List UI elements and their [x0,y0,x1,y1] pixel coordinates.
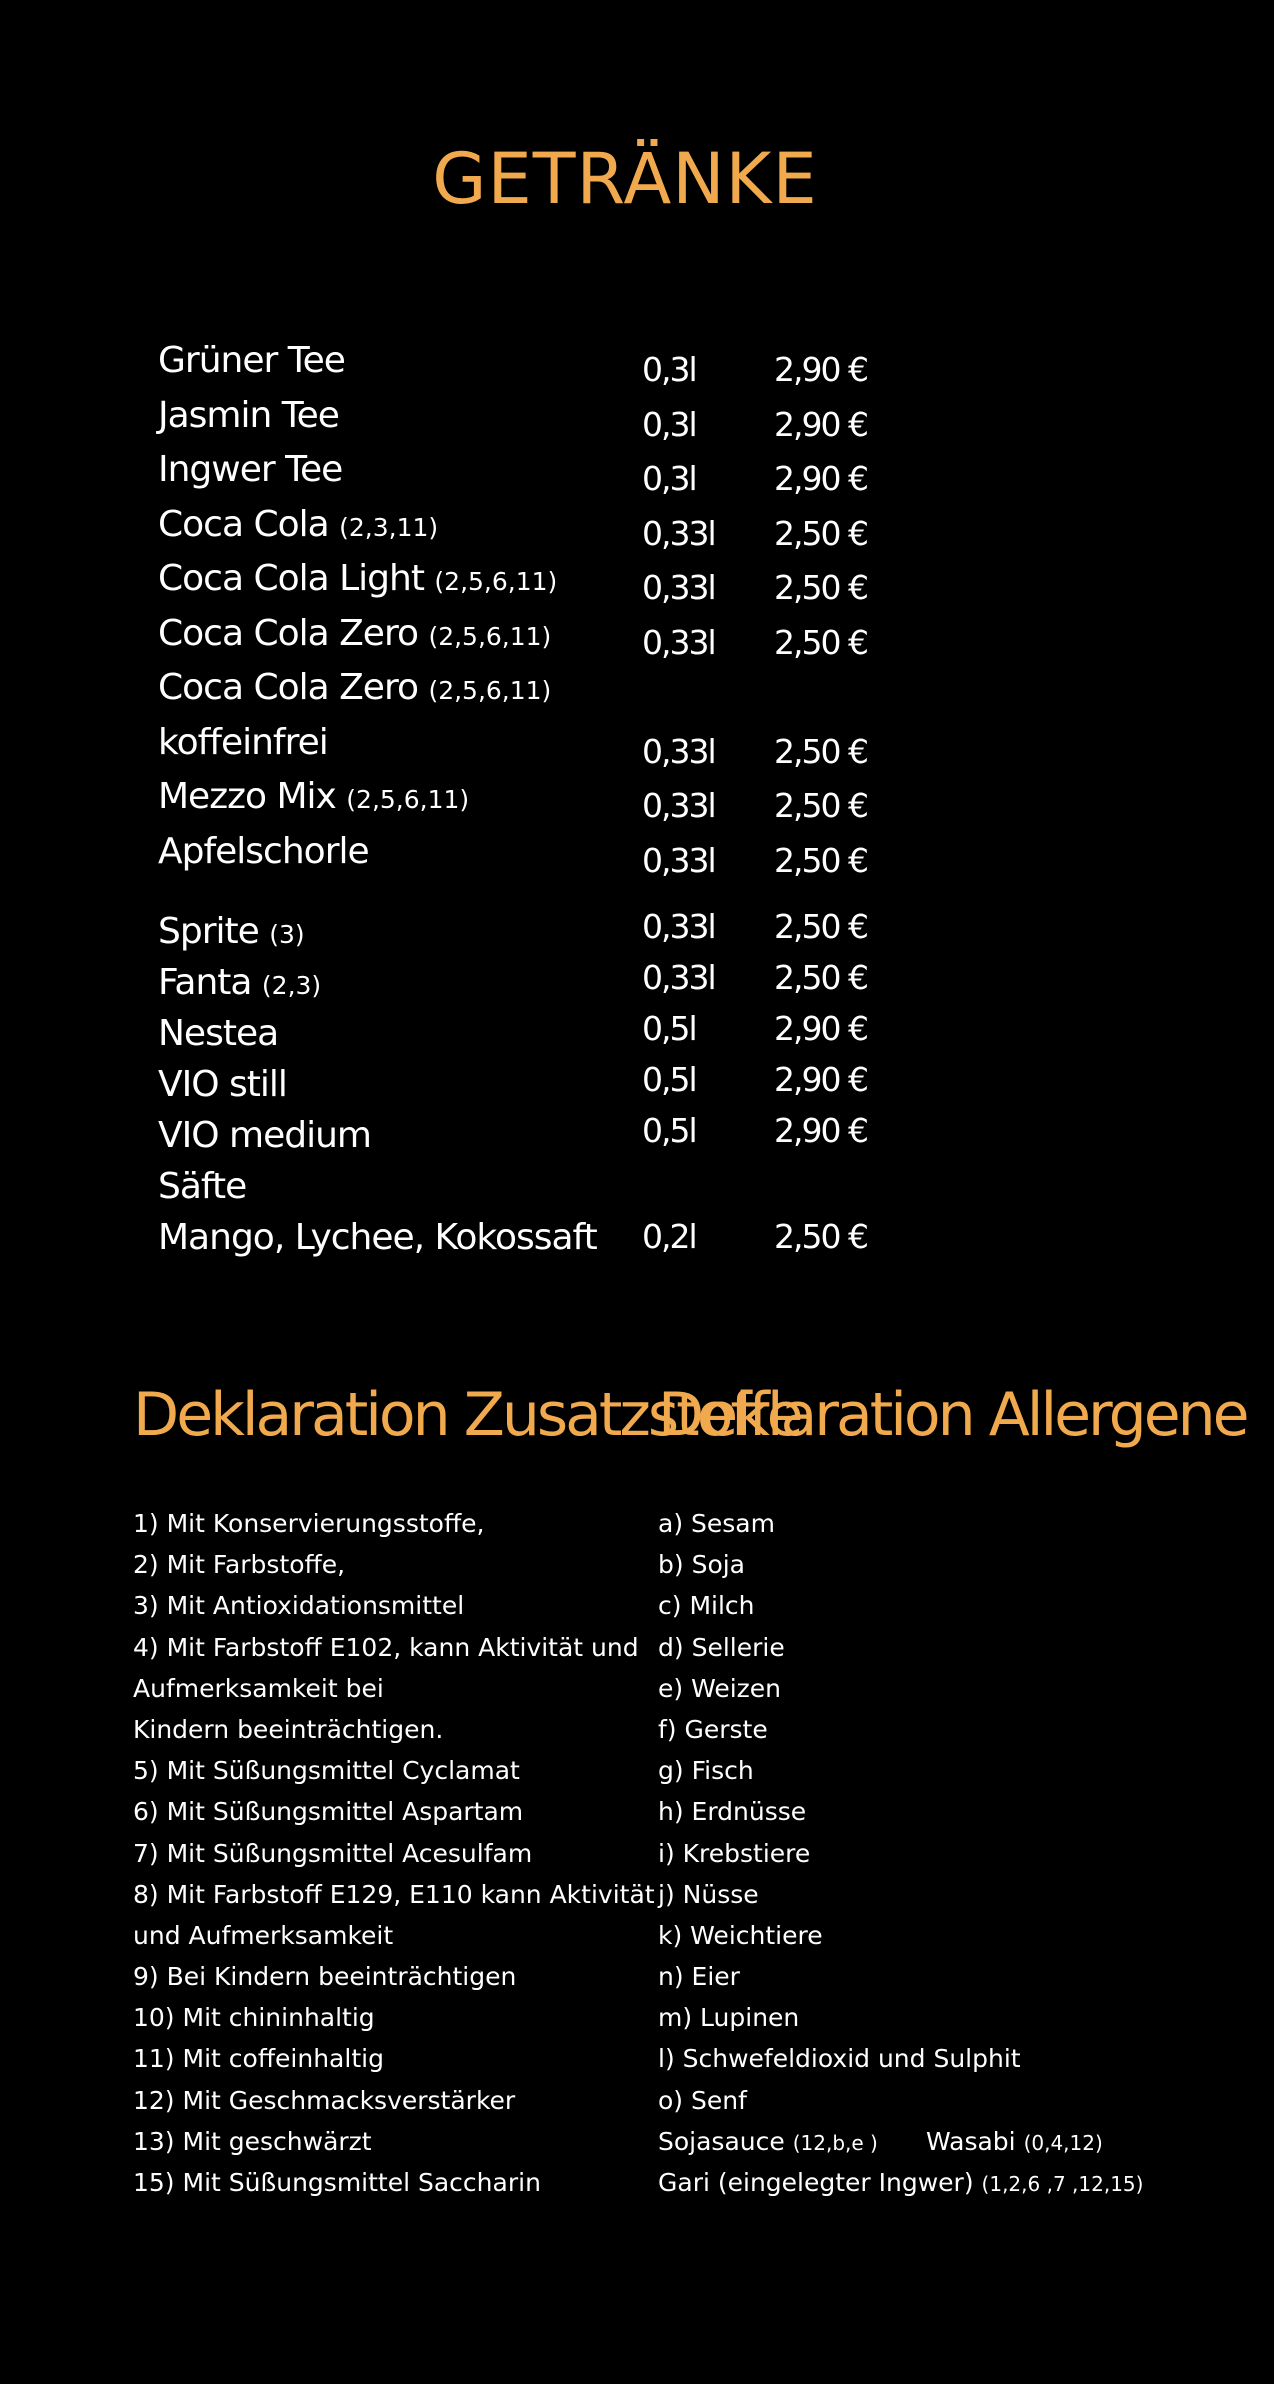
allergen-item: a) Sesam [658,1509,775,1538]
drink-item [158,772,918,827]
drink-name: Nestea [158,1013,279,1054]
additive-item: 11) Mit coffeinhaltig [133,2044,384,2074]
additive-item: Kindern beeinträchtigen. [133,1714,444,1744]
drink-volume: 0,5l [642,1060,696,1099]
drink-price: 2,90 € [774,1060,867,1099]
additive-item: 10) Mit chininhaltig [133,2003,375,2033]
additive-item: 4) Mit Farbstoff E102, kann Aktivität und [133,1632,639,1662]
drink-volume: 0,5l [642,1009,696,1048]
drink-item [158,1111,918,1162]
additive-item: Aufmerksamkeit bei [133,1673,384,1703]
drink-price: 2,50 € [774,622,867,662]
drink-price: 2,90 € [774,1111,867,1150]
drink-volume: 0,33l [642,568,715,607]
drink-name: Jasmin Tee [158,394,339,436]
drink-price: 2,50 € [774,513,867,553]
drink-volume: 0,33l [642,786,715,825]
drink-volume: 0,3l [642,404,696,444]
drink-price: 2,90 € [774,1009,867,1048]
allergen-item: h) Erdnüsse [658,1797,807,1827]
additive-item: 1) Mit Konservierungsstoffe, [133,1509,485,1538]
allergen-item: g) Fisch [658,1756,754,1786]
drink-name: Mezzo Mix (2,5,6,11) [158,776,470,817]
allergen-item: m) Lupinen [658,2003,800,2033]
drink-item [158,958,918,1009]
allergen-item: o) Senf [658,2085,747,2115]
drink-price: 2,50 € [774,1217,867,1256]
drink-price: 2,90 € [774,404,867,444]
additive-item: 12) Mit Geschmacksverstärker [133,2085,516,2115]
additive-item: 9) Bei Kindern beeinträchtigen [133,1962,517,1992]
drink-item [158,718,918,773]
additives-heading: Deklaration Zusatzstoffe [133,1380,801,1450]
allergen-item: j) Nüsse [658,1879,759,1909]
allergen-item: e) Weizen [658,1673,782,1703]
drink-volume: 0,33l [642,907,715,946]
drinks-list [158,336,918,1264]
additive-item: 2) Mit Farbstoffe, [133,1550,346,1580]
drink-item [158,907,918,958]
drink-name: Grüner Tee [158,340,345,381]
additive-item: 6) Mit Süßungsmittel Aspartam [133,1797,524,1827]
drink-volume: 0,5l [642,1111,696,1150]
drink-volume: 0,33l [642,958,715,997]
drink-item [158,391,918,446]
allergens-heading: Deklaration Allergene [658,1380,1247,1450]
allergen-item: n) Eier [658,1962,740,1992]
drink-price: 2,50 € [774,907,867,946]
drink-price: 2,50 € [774,731,867,771]
allergen-item: d) Sellerie [658,1632,785,1662]
drink-price: 2,50 € [774,786,867,825]
allergen-item: b) Soja [658,1550,745,1580]
drink-item [158,1060,918,1111]
drink-item [158,445,918,500]
allergens-list [658,1503,1143,2203]
drink-volume: 0,33l [642,513,715,553]
drink-item [158,609,918,664]
drink-name: VIO still [158,1064,287,1105]
drink-volume: 0,33l [642,731,715,771]
allergen-item: c) Milch [658,1591,755,1621]
drink-price: 2,90 € [774,350,867,389]
allergen-item: k) Weichtiere [658,1920,823,1950]
drink-price: 2,50 € [774,568,867,607]
allergen-item: l) Schwefeldioxid und Sulphit [658,2044,1021,2074]
additive-item: 5) Mit Süßungsmittel Cyclamat [133,1756,520,1786]
drink-name: Säfte [158,1166,247,1207]
drink-item [158,1009,918,1060]
drink-name: Fanta (2,3) [158,962,322,1003]
drink-name: Mango, Lychee, Kokossaft [158,1217,597,1258]
drink-item [158,827,918,882]
additive-item: 8) Mit Farbstoff E129, E110 kann Aktivität [133,1879,655,1909]
sojasauce-item: Sojasauce (12,b,e ) [658,2126,878,2156]
wasabi-item: Wasabi (0,4,12) [926,2126,1103,2156]
drink-name: Ingwer Tee [158,449,343,490]
drink-name: Apfelschorle [158,830,369,872]
drink-volume: 0,33l [642,840,715,880]
drink-name: Coca Cola Zero (2,5,6,11) [158,612,552,654]
gari-item: Gari (eingelegter Ingwer) (1,2,6 ,7 ,12,15) [658,2168,1144,2197]
drink-price: 2,50 € [774,840,867,880]
allergen-item: i) Krebstiere [658,1838,811,1868]
allergen-item: f) Gerste [658,1714,768,1744]
drink-name: Sprite (3) [158,911,305,952]
drink-item [158,500,918,555]
drink-name: VIO medium [158,1115,371,1156]
drink-name: Coca Cola (2,3,11) [158,503,439,545]
drink-item [158,1213,918,1264]
drink-name: Coca Cola Zero (2,5,6,11) [158,667,552,708]
drink-item [158,1162,918,1213]
drink-volume: 0,3l [642,350,696,389]
drink-item [158,554,918,609]
additives-list [133,1503,655,2203]
page-title: GETRÄNKE [432,138,818,220]
additive-item: 13) Mit geschwärzt [133,2126,372,2156]
drink-volume: 0,33l [642,622,715,662]
sauce-row [658,2121,1143,2162]
drink-name: Coca Cola Light (2,5,6,11) [158,558,558,599]
drink-item [158,663,918,718]
additive-item: 7) Mit Süßungsmittel Acesulfam [133,1838,533,1868]
additive-item: 15) Mit Süßungsmittel Saccharin [133,2168,541,2197]
drink-price: 2,90 € [774,459,867,498]
drink-volume: 0,2l [642,1217,696,1256]
drink-volume: 0,3l [642,459,696,498]
drink-item [158,336,918,391]
drink-name: koffeinfrei [158,721,328,763]
additive-item: und Aufmerksamkeit [133,1920,394,1950]
drink-price: 2,50 € [774,958,867,997]
additive-item: 3) Mit Antioxidationsmittel [133,1591,465,1621]
